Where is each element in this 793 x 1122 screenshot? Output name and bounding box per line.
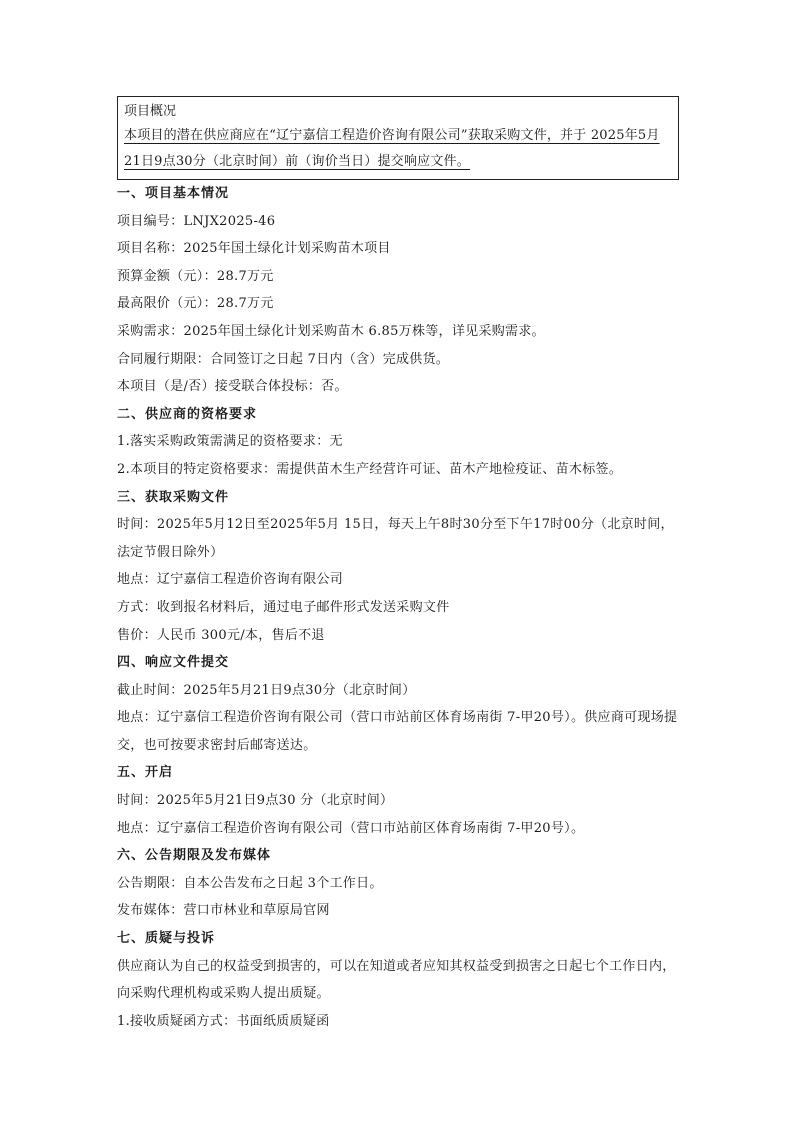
qualification-item-2: 2.本项目的特定资格要求：需提供苗木生产经营许可证、苗木产地检疫证、苗木标签。 [117,461,623,477]
announcement-period: 公告期限：自本公告发布之日起 3个工作日。 [117,875,383,891]
project-overview-box [117,96,679,180]
section-heading-qualification: 二、供应商的资格要求 [117,406,258,422]
qualification-item-1: 1.落实采购政策需满足的资格要求：无 [117,434,343,450]
overview-title: 项目概况 [124,104,177,119]
obtain-time: 时间：2025年5月12日至2025年5月 15日，每天上午8时30分至下午17时00分（北京时间，法定节假日除外） [117,517,674,560]
project-number: 项目编号：LNJX2025-46 [117,213,276,229]
consortium-bidding: 本项目（是/否）接受联合体投标：否。 [117,379,348,395]
max-price: 最高限价（元）：28.7万元 [117,296,274,312]
budget-amount: 预算金额（元）：28.7万元 [117,268,274,284]
complaints-item-1: 1.接收质疑函方式：书面纸质质疑函 [117,1013,330,1029]
project-name: 项目名称：2025年国土绿化计划采购苗木项目 [117,241,391,257]
obtain-method: 方式：收到报名材料后，通过电子邮件形式发送采购文件 [117,599,450,615]
opening-time: 时间：2025年5月21日9点30 分（北京时间） [117,793,394,809]
contract-period: 合同履行期限：合同签订之日起 7日内（含）完成供货。 [117,351,450,367]
section-heading-basic-info: 一、项目基本情况 [117,186,230,201]
section-heading-complaints: 七、质疑与投诉 [117,931,216,947]
procurement-demand: 采购需求：2025年国土绿化计划采购苗木 6.85万株等，详见采购需求。 [117,323,545,339]
obtain-price: 售价：人民币 300元/本，售后不退 [117,627,325,643]
complaints-text: 供应商认为自己的权益受到损害的，可以在知道或者应知其权益受到损害之日起七个工作日内，向采购代理机构或采购人提出质疑。 [117,958,676,1002]
document-body [117,180,679,1035]
opening-place: 地点：辽宁嘉信工程造价咨询有限公司（营口市站前区体育场南街 7-甲20号）。 [117,820,585,836]
section-heading-obtain-docs: 三、获取采购文件 [117,489,230,505]
obtain-place: 地点：辽宁嘉信工程造价咨询有限公司 [117,572,344,588]
submission-deadline: 截止时间：2025年5月21日9点30分（北京时间） [117,682,416,698]
section-heading-submission: 四、响应文件提交 [117,655,230,671]
announcement-media: 发布媒体：营口市林业和草原局官网 [117,903,330,919]
section-heading-announcement: 六、公告期限及发布媒体 [117,848,272,864]
overview-text: 本项目的潜在供应商应在“辽宁嘉信工程造价咨询有限公司”获取采购文件，并于 2025年5月21日9点30分（北京时间）前（询价当日）提交响应文件。 [124,128,660,169]
submission-place: 地点：辽宁嘉信工程造价咨询有限公司（营口市站前区体育场南街 7-甲20号）。供应商可现场提交，也可按要求密封后邮寄送达。 [117,710,678,753]
section-heading-opening: 五、开启 [117,765,174,781]
